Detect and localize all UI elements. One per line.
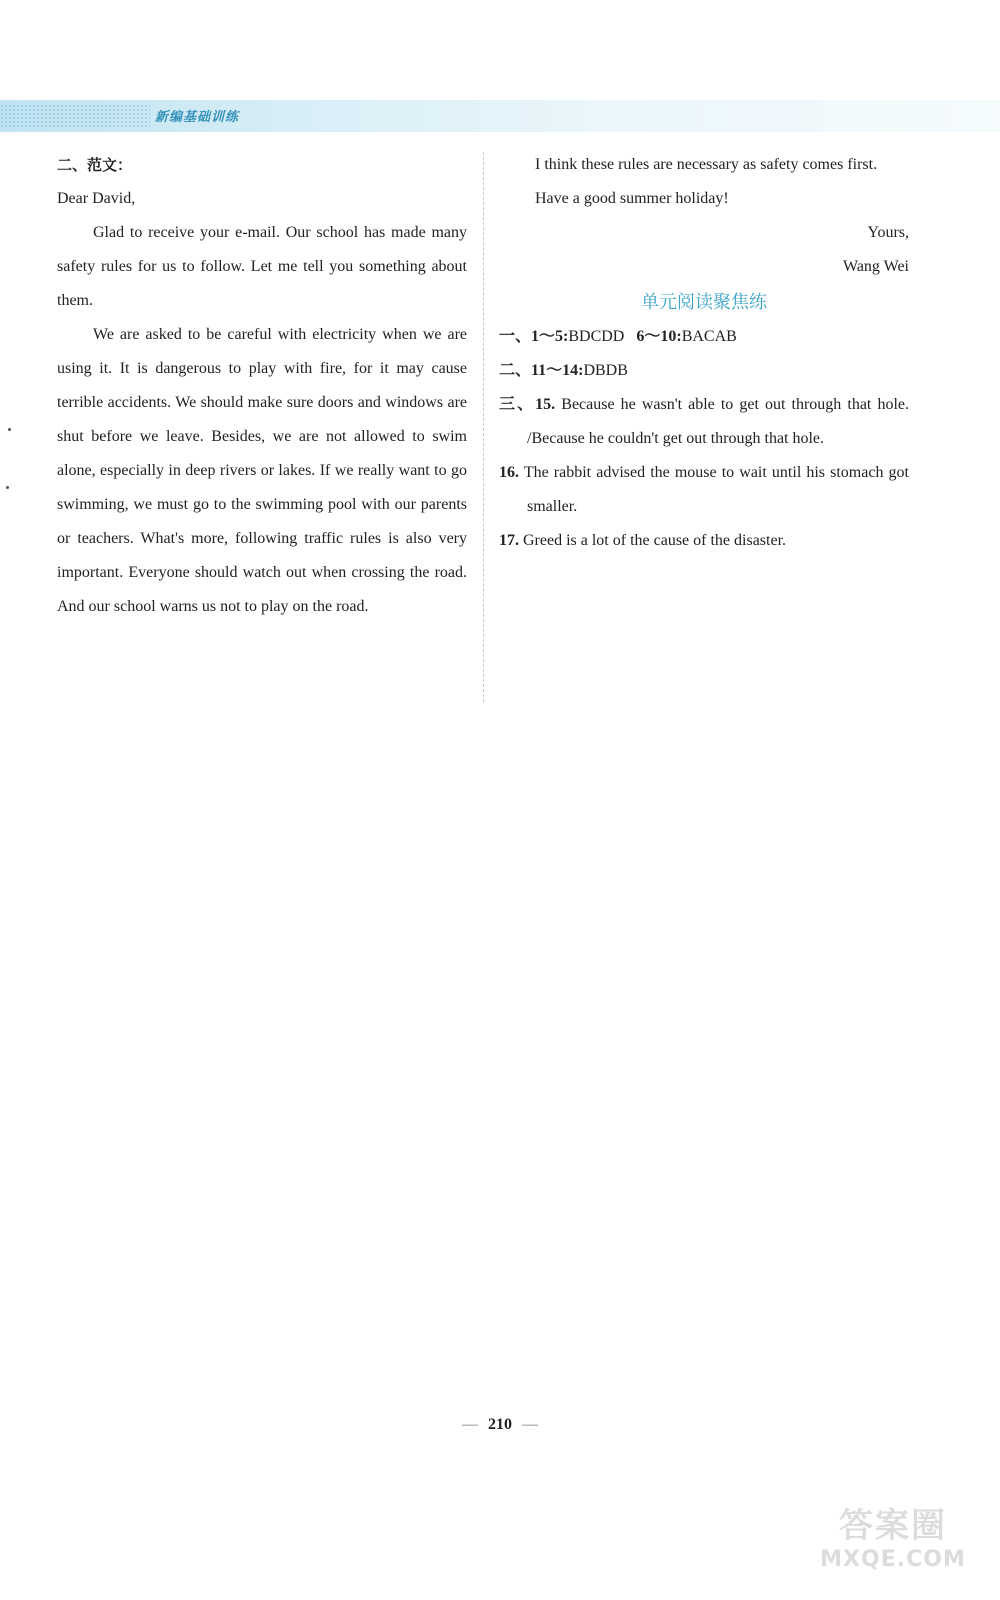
- answer-label: 16.: [499, 464, 519, 481]
- answer-row-2: [499, 354, 909, 388]
- letter-paragraph-3: I think these rules are necessary as safety comes first.: [535, 156, 878, 173]
- letter-closing-line: Have a good summer holiday!: [535, 190, 729, 207]
- page-number: [0, 1416, 1000, 1434]
- header-dot-pattern: [0, 104, 150, 128]
- answer-text: BACAB: [681, 328, 737, 345]
- letter-salutation: Dear David,: [57, 190, 136, 207]
- page-number-value: 210: [488, 1416, 512, 1433]
- answer-label: 三、15.: [499, 396, 556, 413]
- watermark-url: MXQE.COM: [820, 1547, 966, 1572]
- section-label: 二、范文：: [57, 156, 133, 174]
- right-column: [499, 148, 909, 558]
- header-band: [0, 100, 1000, 132]
- answer-text: DBDB: [583, 362, 628, 379]
- answer-text: Because he wasn't able to get out through that hole. /Because he couldn't get out through that hole.: [527, 396, 910, 447]
- page-number-dash-right: —: [522, 1416, 538, 1433]
- answer-text: Greed is a lot of the cause of the disaster.: [523, 532, 787, 549]
- answer-item-17: [499, 524, 909, 558]
- answer-label: 一、1～5:: [499, 328, 569, 345]
- column-divider: [483, 152, 484, 702]
- scan-speck: [8, 428, 11, 431]
- watermark: [808, 1498, 978, 1572]
- answer-row-1: [499, 320, 909, 354]
- header-title: 新编基础训练: [155, 110, 240, 125]
- letter-paragraph-2: We are asked to be careful with electricity when we are using it. It is dangerous to play with fire, for it may cause terrible accidents. We should make sure doors and windows are shut before we leave. Besides, we are not allowed to swim alone, especially in deep rivers or lakes. If we really want to go swimming, we must go to the swimming pool with our parents or teachers. What's more, following traffic rules is also very important. Everyone should watch out when crossing the road. And our school warns us not to play on the road.: [57, 326, 467, 615]
- left-column: [57, 148, 467, 624]
- answer-item-16: [499, 456, 909, 524]
- answer-label: 6～10:: [636, 328, 682, 345]
- answer-label: 17.: [499, 532, 519, 549]
- reading-section-title: 单元阅读聚焦练: [641, 292, 767, 313]
- watermark-logo: 答案圈: [839, 1506, 947, 1546]
- page-number-dash-left: —: [462, 1416, 478, 1433]
- answer-text: BDCDD: [568, 328, 625, 345]
- answer-text: The rabbit advised the mouse to wait until his stomach got smaller.: [523, 464, 910, 515]
- letter-signature: Wang Wei: [843, 258, 909, 275]
- answer-label: 二、11～14:: [499, 362, 584, 379]
- scan-speck: [6, 486, 9, 489]
- letter-paragraph-1: Glad to receive your e-mail. Our school has made many safety rules for us to follow. Let me tell you something about them.: [57, 224, 467, 309]
- letter-sign-off: Yours,: [867, 224, 909, 241]
- answer-item-15: [499, 388, 909, 456]
